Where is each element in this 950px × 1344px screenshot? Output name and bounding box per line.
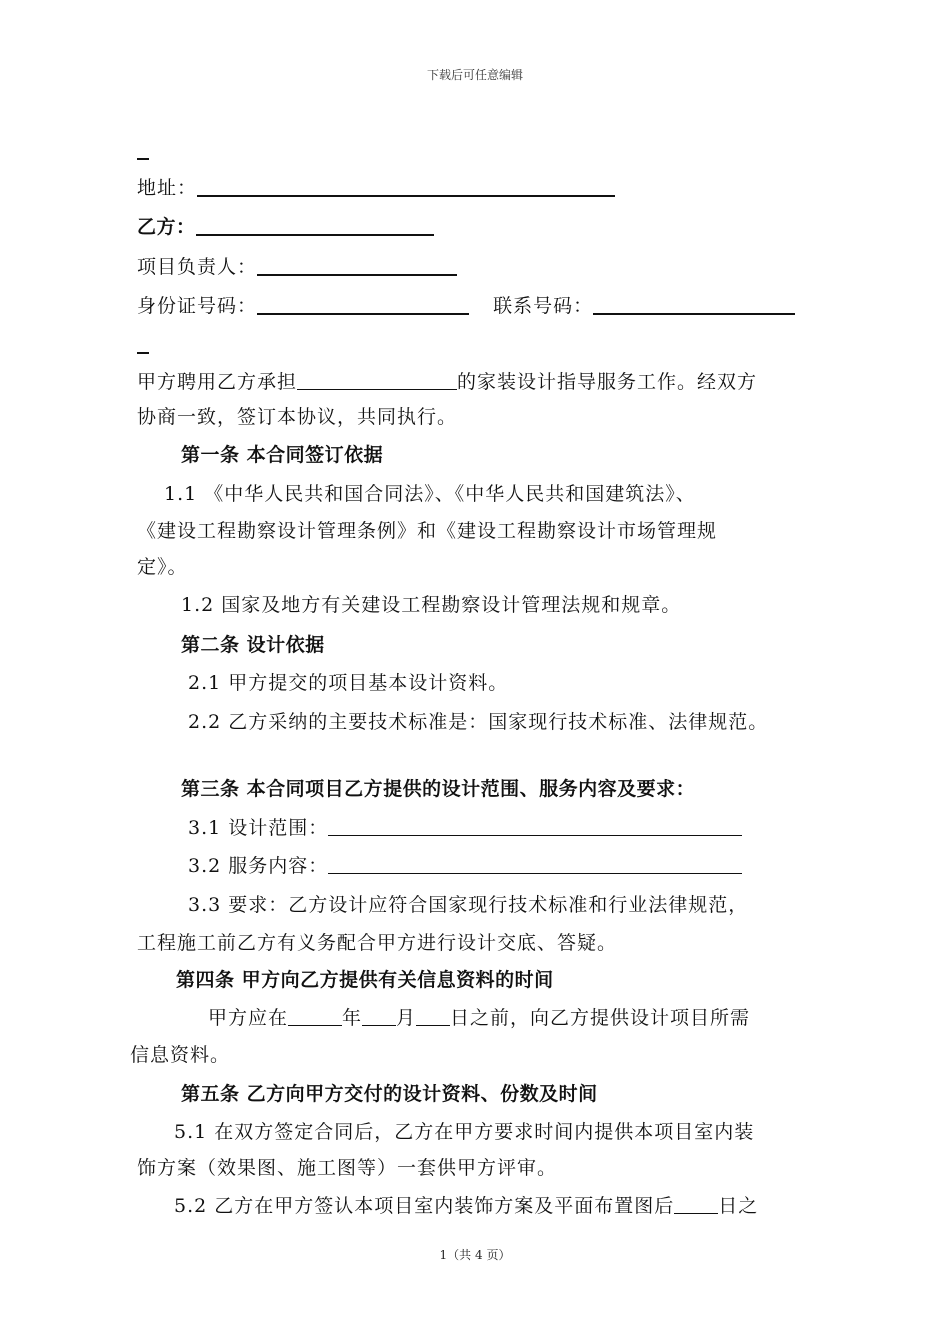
service-content-label: 3.2 服务内容： xyxy=(188,855,329,877)
phone-field[interactable] xyxy=(593,293,795,315)
address-label: 地址： xyxy=(137,177,198,199)
article4-line1: 甲方应在 年 月 日之前，向乙方提供设计项目所需 xyxy=(208,1007,751,1029)
party-b-row xyxy=(137,214,434,240)
article3-p3-line2: 工程施工前乙方有义务配合甲方进行设计交底、答疑。 xyxy=(137,932,618,954)
month-field[interactable] xyxy=(362,1005,396,1026)
manager-label: 项目负责人： xyxy=(137,256,258,278)
article1-title: 第一条 本合同签订依据 xyxy=(181,444,384,466)
intro-line-1: 甲方聘用乙方承担 的家装设计指导服务工作。经双方 xyxy=(137,371,758,393)
article3-p3-line1: 3.3 要求：乙方设计应符合国家现行技术标准和行业法律规范， xyxy=(188,894,749,916)
article1-p1-line2: 《建设工程勘察设计管理条例》和《建设工程勘察设计市场管理规 xyxy=(137,520,718,542)
article1-p2: 1.2 国家及地方有关建设工程勘察设计管理法规和规章。 xyxy=(181,594,682,616)
stray-dash-mid xyxy=(137,352,149,354)
party-b-label: 乙方： xyxy=(137,216,196,238)
service-content-field[interactable] xyxy=(328,853,742,874)
id-field[interactable] xyxy=(257,293,469,315)
service-field[interactable] xyxy=(297,369,457,390)
article2-p2: 2.2 乙方采纳的主要技术标准是：国家现行技术标准、法律规范。 xyxy=(188,711,769,733)
article5-p1-line2: 饰方案（效果图、施工图等）一套供甲方评审。 xyxy=(137,1157,558,1179)
article2-title: 第二条 设计依据 xyxy=(181,634,325,656)
article3-p1 xyxy=(188,815,742,841)
article2-p1: 2.1 甲方提交的项目基本设计资料。 xyxy=(188,672,509,694)
party-b-field[interactable] xyxy=(196,214,434,236)
phone-label: 联系号码： xyxy=(493,295,594,317)
address-row xyxy=(137,175,615,201)
article4-line2: 信息资料。 xyxy=(130,1044,231,1066)
article5-title: 第五条 乙方向甲方交付的设计资料、份数及时间 xyxy=(181,1083,598,1105)
days-field[interactable] xyxy=(674,1193,718,1214)
article3-title: 第三条 本合同项目乙方提供的设计范围、服务内容及要求： xyxy=(181,778,696,800)
manager-row xyxy=(137,254,457,280)
address-field[interactable] xyxy=(197,175,615,197)
page-header: 下载后可任意编辑 xyxy=(426,68,523,82)
article5-p1-line1: 5.1 在双方签定合同后，乙方在甲方要求时间内提供本项目室内装 xyxy=(174,1121,755,1143)
page-footer: 1（共 4 页） xyxy=(439,1248,511,1262)
year-field[interactable] xyxy=(288,1005,342,1026)
day-field[interactable] xyxy=(416,1005,450,1026)
manager-field[interactable] xyxy=(257,254,457,276)
article5-p2: 5.2 乙方在甲方签认本项目室内装饰方案及平面布置图后 日之 xyxy=(174,1195,759,1217)
article1-p1-line1: 1.1 《中华人民共和国合同法》、《中华人民共和国建筑法》、 xyxy=(164,483,696,505)
intro-line-2: 协商一致，签订本协议，共同执行。 xyxy=(137,406,458,428)
id-phone-row xyxy=(137,293,795,319)
article1-p1-line3: 定》。 xyxy=(137,556,188,578)
article3-p2 xyxy=(188,853,742,879)
design-scope-field[interactable] xyxy=(328,815,742,836)
id-label: 身份证号码： xyxy=(137,295,258,317)
article4-title: 第四条 甲方向乙方提供有关信息资料的时间 xyxy=(176,969,554,991)
stray-dash-top xyxy=(137,158,149,160)
design-scope-label: 3.1 设计范围： xyxy=(188,817,329,839)
